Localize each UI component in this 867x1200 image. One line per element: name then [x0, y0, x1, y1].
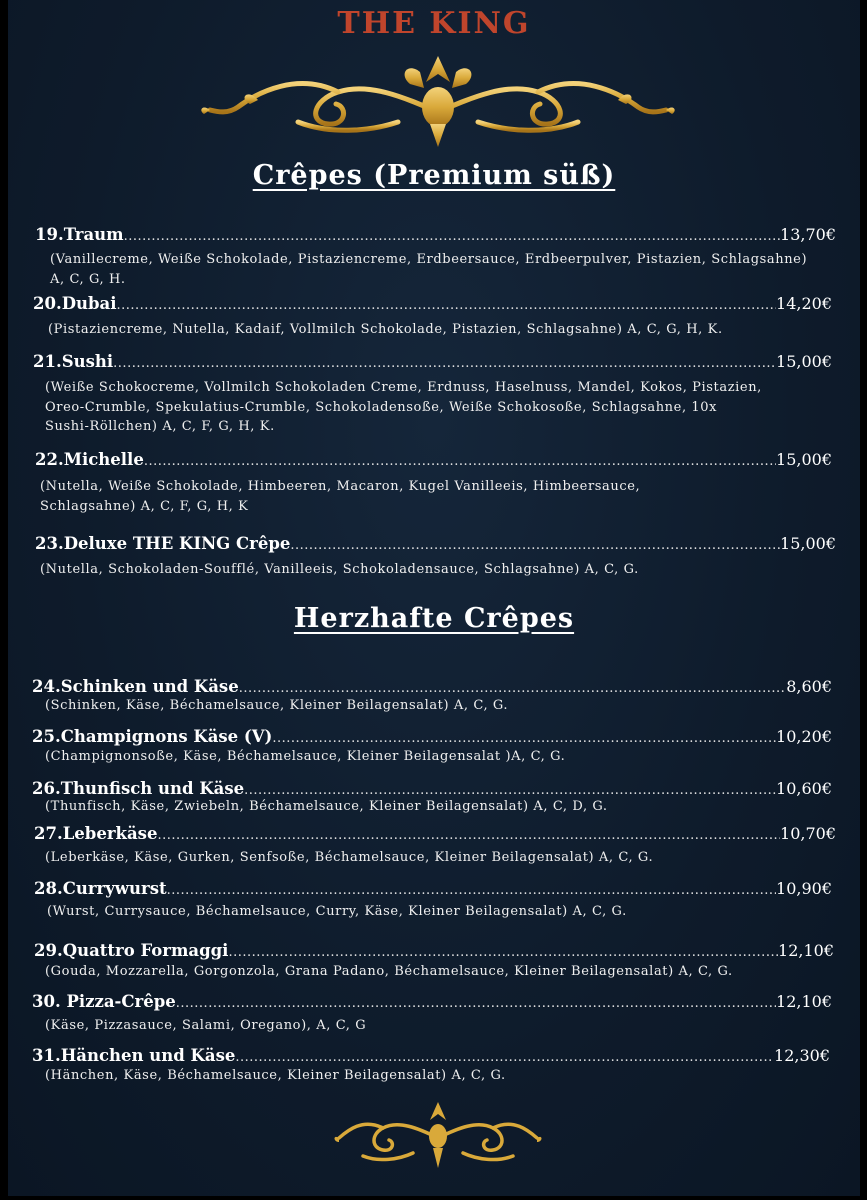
item-price: 13,70€	[780, 225, 836, 244]
item-description: (Wurst, Currysauce, Béchamelsauce, Curry, Käse, Kleiner Beilagensalat) A, C, G.	[47, 904, 627, 919]
dot-leader	[239, 681, 786, 696]
item-price: 15,00€	[780, 534, 836, 553]
item-price: 15,00€	[776, 352, 832, 371]
item-name: 23.Deluxe THE KING Crêpe	[35, 534, 291, 553]
item-name: 27.Leberkäse	[34, 824, 158, 843]
item-price: 12,10€	[776, 992, 832, 1011]
dot-leader	[167, 883, 776, 898]
dot-leader	[290, 538, 780, 553]
section-title-premium-crepes: Crêpes (Premium süß)	[252, 160, 616, 191]
dot-leader	[272, 731, 776, 746]
dot-leader	[157, 828, 780, 843]
brand-title: THE KING	[337, 6, 531, 41]
gold-flourish-ornament	[198, 52, 678, 152]
item-description: (Vanillecreme, Weiße Schokolade, Pistaziencreme, Erdbeersauce, Erdbeerpulver, Pistazien, Schlagsahne) A, C, G, H.	[50, 252, 808, 287]
item-price: 10,90€	[776, 879, 832, 898]
item-name: 22.Michelle	[35, 450, 144, 469]
dot-leader	[244, 783, 776, 798]
item-description: (Pistaziencreme, Nutella, Kadaif, Vollmilch Schokolade, Pistazien, Schlagsahne) A, C, G, H, K.	[48, 322, 723, 337]
item-price: 15,00€	[776, 450, 832, 469]
item-price: 10,70€	[780, 824, 836, 843]
item-description: (Hänchen, Käse, Béchamelsauce, Kleiner Beilagensalat) A, C, G.	[45, 1068, 506, 1083]
dot-leader	[113, 356, 776, 371]
item-price: 12,30€	[774, 1046, 830, 1065]
item-price: 14,20€	[776, 294, 832, 313]
dot-leader	[176, 996, 776, 1011]
dot-leader	[117, 298, 777, 313]
item-name: 29.Quattro Formaggi	[34, 941, 229, 960]
item-price: 12,10€	[778, 941, 834, 960]
item-description: (Leberkäse, Käse, Gurken, Senfsoße, Béchamelsauce, Kleiner Beilagensalat) A, C, G.	[45, 850, 654, 865]
section-title-savory-crepes: Herzhafte Crêpes	[293, 603, 575, 634]
item-name: 31.Hänchen und Käse	[32, 1046, 236, 1065]
item-description: (Nutella, Schokoladen-Soufflé, Vanilleeis, Schokoladensauce, Schlagsahne) A, C, G.	[40, 562, 639, 577]
dot-leader	[235, 1050, 774, 1065]
dot-leader	[144, 454, 776, 469]
item-name: 28.Currywurst	[34, 879, 167, 898]
item-price: 10,60€	[776, 779, 832, 798]
item-name: 20.Dubai	[33, 294, 117, 313]
item-description: (Thunfisch, Käse, Zwiebeln, Béchamelsauce, Kleiner Beilagensalat) A, C, D, G.	[45, 799, 608, 814]
item-price: 10,20€	[776, 727, 832, 746]
item-description: (Käse, Pizzasauce, Salami, Oregano), A, C, G	[45, 1018, 367, 1033]
gold-flourish-ornament-bottom	[333, 1098, 543, 1176]
item-name: 19.Traum	[35, 225, 124, 244]
item-price: 8,60€	[786, 677, 832, 696]
dot-leader	[124, 229, 780, 244]
item-name: 25.Champignons Käse (V)	[32, 727, 273, 746]
item-description: (Gouda, Mozzarella, Gorgonzola, Grana Padano, Béchamelsauce, Kleiner Beilagensalat) A, C, G.	[45, 964, 733, 979]
item-description: (Weiße Schokocreme, Vollmilch Schokoladen Creme, Erdnuss, Haselnuss, Mandel, Kokos, Pistazien, Oreo-Crumble, Spekulatius-Crumble, Schokoladensoße, Weiße Schokosoße, Schlagsahne, 10x Sushi-Röllchen) A, C, F, G, H, K.	[45, 380, 762, 434]
menu-page	[8, 0, 860, 1196]
item-description: (Nutella, Weiße Schokolade, Himbeeren, Macaron, Kugel Vanilleeis, Himbeersauce, Schlagsahne) A, C, F, G, H, K	[40, 479, 641, 514]
item-name: 26.Thunfisch und Käse	[32, 779, 245, 798]
item-name: 24.Schinken und Käse	[32, 677, 239, 696]
item-description: (Schinken, Käse, Béchamelsauce, Kleiner Beilagensalat) A, C, G.	[45, 698, 509, 713]
item-name: 30. Pizza-Crêpe	[32, 992, 176, 1011]
item-description: (Champignonsoße, Käse, Béchamelsauce, Kleiner Beilagensalat )A, C, G.	[45, 749, 566, 764]
item-name: 21.Sushi	[33, 352, 114, 371]
dot-leader	[228, 945, 778, 960]
